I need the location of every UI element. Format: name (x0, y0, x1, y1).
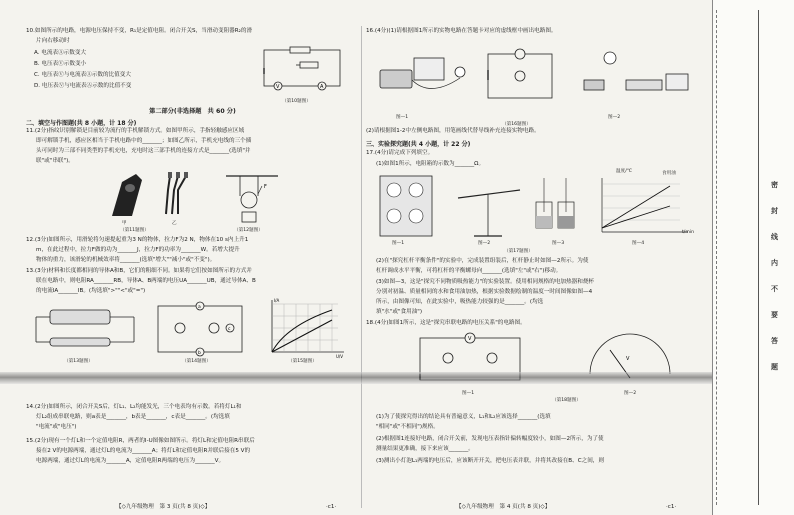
right-page-footer: 【◇九年级物理 第 4 页(共 8 页)◇】 (456, 504, 551, 510)
q17-part-2-line-1: (2)在"探究杠杆平衡条件"的实验中，完成装置组装后，杠杆静止时如图—2所示。为使 (376, 258, 589, 264)
q17-part-2-line-2: 杠杆调成水平平衡，可将杠杆的平衡螺母向_______(选填"左"或"右")移动。 (376, 268, 562, 274)
q11-line-1: 11.(2分)指纹识别解锁是目前较为流行的手机解锁方式。如图甲所示，手指轻触感应区域 (26, 128, 245, 134)
svg-text:b: b (198, 351, 201, 356)
scan-fold-shadow (0, 372, 712, 384)
binding-seal-line (758, 10, 759, 505)
seal-char-6: 要 (771, 311, 778, 319)
svg-text:F: F (264, 184, 267, 190)
fig18-label-1: 图—1 (462, 391, 475, 396)
right-page-mark: ·c1· (666, 504, 677, 510)
q18-head: 18.(4分)如图1所示，这是"探究串联电路的电压关系"的电路图。 (366, 320, 526, 326)
q12-line-2: m，在此过程中，拉力F做的功为_______J，拉力F的功率为_______W。若增大提升 (36, 247, 240, 253)
svg-text:A: A (320, 84, 324, 90)
fig14-circuit-diagram (150, 298, 250, 362)
q15-line-3: 电源两端，通过灯L的电流为_______A，定值电阻R两端的电压为_______V。 (36, 458, 225, 464)
q17-part-3-line-1: (3)如图—3，这是"探究不同物质吸热能力"的实验装置。使用相同规格的电加热器和烧杯 (376, 279, 595, 285)
fig17-graph-x: t/min (682, 230, 695, 235)
q18-part-1-line-1: (1)为了使探究得出的结论具有普遍意义，L₁和L₂应该选择_______(选填 (376, 414, 551, 420)
seal-char-2: 封 (771, 207, 778, 215)
q12-line-3: 物体的重力，该滑轮的机械效率将_______(选填"增大""减小"或"不变")。 (36, 257, 216, 263)
fig17-experiment-images (370, 172, 700, 252)
q10-option-c: C. 电压表Ⓥ与电流表Ⓐ示数的比值变大 (34, 72, 131, 78)
q16b-line: (2)请根据图1-2中左侧电路图，用笔画线代替导线补充连接实物电路。 (366, 128, 540, 134)
q10-option-b: B. 电压表Ⓥ示数变小 (34, 61, 87, 67)
q15-line-1: 15.(2分)现有一个灯L和一个定值电阻R，两者的I-U图像如图所示。将灯L和定值电阻R串联后 (26, 438, 255, 444)
fig14-caption: （第14题图） (182, 359, 211, 364)
q17-head: 17.(4分)请完成下列填空。 (366, 150, 434, 156)
q18-part-2-line-2: 测量结果更准确，接下来应该_______。 (376, 446, 474, 452)
left-page-footer: 【◇九年级物理 第 3 页(共 8 页)◇】 (116, 504, 211, 510)
fig16-label-1: 图—1 (396, 115, 409, 120)
seal-char-7: 答 (771, 337, 778, 345)
svg-text:a: a (198, 305, 201, 310)
right-page (366, 28, 699, 508)
fig18-series-circuit (370, 330, 700, 394)
fig15-caption: （第15题图） (288, 359, 317, 364)
q10-line-2: 片向右移动时 (36, 38, 70, 44)
fig18-caption: （第18题图） (552, 398, 581, 403)
q17-part-1: (1)如图1所示，电阻箱的示数为_______Ω。 (376, 161, 485, 167)
fig11-phone-cable-image (106, 170, 196, 220)
q15-line-2: 接在2 V的电源两端，通过灯L的电流为_______A；将灯L和定值电阻R并联后接在5 V的 (36, 448, 251, 454)
fig16-label-2: 图—2 (608, 115, 621, 120)
page-divider (361, 26, 362, 508)
seal-char-5: 不 (771, 285, 778, 293)
binding-dashed-line (716, 10, 717, 505)
seal-char-3: 线 (771, 233, 778, 241)
heading-fill-in: 二、填空与作图题(共 8 小题，计 18 分) (26, 120, 137, 127)
seal-char-4: 内 (771, 259, 778, 267)
fig10-circuit-diagram (256, 46, 348, 96)
fig13-caption: （第13题图） (64, 359, 93, 364)
fig17-caption: （第17题图） (504, 249, 533, 254)
q18-part-1-line-2: "相同"或"不相同")规格。 (376, 424, 439, 430)
q12-line-1: 12.(3分)如图所示，用滑轮将匀速提起重为3 N的物体，拉力F为2 N，物体在10 s内上升1 (26, 237, 249, 243)
q13-line-2: 联在电路中，则电阻RA_______RB，导体A、B两端的电压UA_______UB，通过导体A、B (36, 278, 256, 284)
fig12-caption: （第12题图） (234, 228, 263, 233)
q10-line-1: 10.如图所示的电路，电源电压保持不变，R₁是定值电阻。闭合开关S，当滑动变阻器R₂的滑 (26, 28, 253, 34)
svg-text:V: V (468, 336, 472, 342)
q18-part-2-line-1: (2)根据图1连接好电路，闭合开关前，发现电压表指针偏转幅度较小，如图—2所示，为了使 (376, 436, 604, 442)
left-page-mark: ·c1· (326, 504, 337, 510)
q14-line-3: "电流"或"电压") (36, 424, 77, 430)
svg-text:U/V: U/V (336, 354, 344, 359)
fig17-legend: 食用油 (662, 171, 676, 176)
fig12-pulley-diagram (222, 172, 282, 228)
fig11-label-a: 甲 (122, 221, 127, 226)
svg-text:V: V (626, 356, 630, 362)
q11-line-3: 头可同时为三部不同类型的手机充电，充电时这三部手机的连接方式是_______(选填"并 (36, 148, 251, 154)
q17-part-3-line-4: 填"水"或"食用油") (376, 309, 423, 315)
fig17-graph-title: 温度/℃ (616, 169, 632, 174)
fig16-caption: （第16题图） (502, 122, 531, 127)
q18-part-3-line-1: (3)测出小灯泡L₁两端的电压后，应该断开开关，把电压表并联，并将其改接在B、C之间，则 (376, 458, 604, 464)
q11-line-2: 即可解锁手机，感应区相当于手机电路中的_______；如图乙所示，手机充电线的三个插 (36, 138, 252, 144)
svg-text:c: c (228, 327, 231, 332)
svg-text:I/A: I/A (274, 298, 280, 303)
left-page (26, 28, 359, 508)
fig15-iu-graph (262, 296, 348, 360)
fig18-label-2: 图—2 (624, 391, 637, 396)
q14-line-2: 灯L₂组成串联电路，则a表是_______，b表是_______，c表是_______。(均选填 (36, 414, 230, 420)
fig13-conductor-diagram (30, 298, 140, 366)
q16-line-1: 16.(4分)(1)请根据图1所示的实物电路在答题卡对应的虚线框中画出电路图。 (366, 28, 557, 34)
fig17-label-2: 图—2 (478, 241, 491, 246)
heading-experiment: 三、实验探究题(共 4 小题，计 22 分) (366, 141, 471, 148)
fig11-caption: （第11题图） (120, 228, 149, 233)
q17-part-3-line-2: 分别对初温、质量相同的水和食用油加热，根据实验数据绘制的温度一时间图像如图—4 (376, 289, 593, 295)
binding-margin (712, 0, 794, 515)
q17-part-3-line-3: 所示，由图像可知，在此实验中，吸热能力较强的是_______。(均选 (376, 299, 544, 305)
q10-option-a: A. 电流表Ⓐ示数变大 (34, 50, 87, 56)
q13-line-3: 的电流IA_______IB。(均选填">""<"或"=") (36, 288, 146, 294)
q13-line-1: 13.(3分)材料和长度都相同的导体A和B，它们的粗细不同。如果将它们按如图所示的方式并 (26, 268, 252, 274)
q10-option-d: D. 电压表Ⓥ与电流表Ⓐ示数的比值不变 (34, 83, 132, 89)
svg-text:V: V (276, 84, 280, 90)
seal-char-1: 密 (771, 181, 778, 189)
seal-char-8: 题 (771, 363, 778, 371)
fig17-label-3: 图—3 (552, 241, 565, 246)
fig10-caption: （第10题图） (282, 99, 311, 104)
fig17-label-1: 图—1 (392, 241, 405, 246)
fig17-label-4: 图—4 (632, 241, 645, 246)
fig16-circuit-images (370, 40, 700, 112)
q14-line-1: 14.(2分)如图所示，闭合开关S后，灯L₁、L₂均能发光，三个电表均有示数。若将灯L₁和 (26, 404, 242, 410)
section2-title: 第二部分(非选择题 共 60 分) (149, 108, 236, 115)
q11-line-4: 联"或"串联")。 (36, 158, 74, 164)
fig11-label-b: 乙 (172, 221, 177, 226)
